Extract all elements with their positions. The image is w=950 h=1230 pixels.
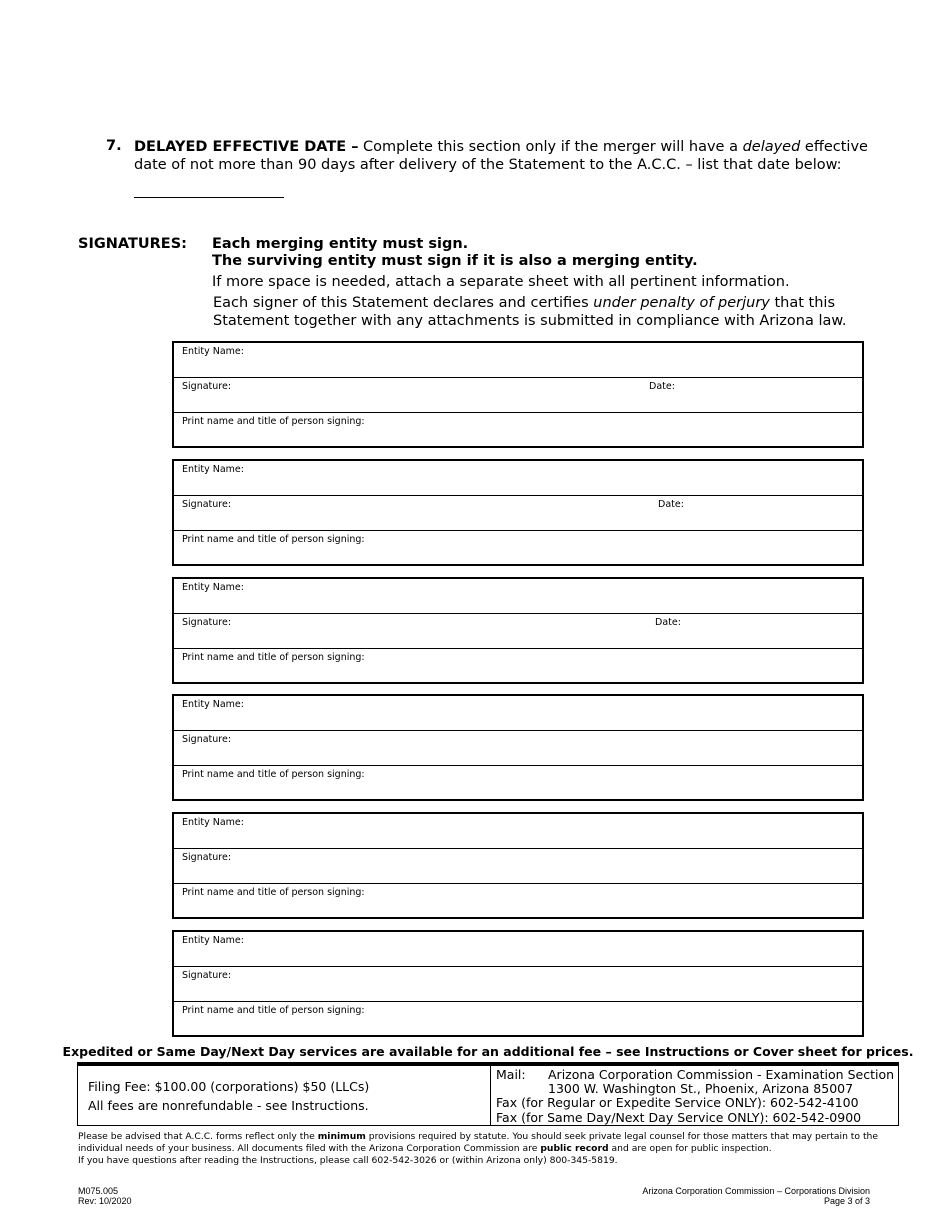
signature-field[interactable] (174, 496, 862, 531)
signature-block-1 (172, 341, 864, 448)
section-number: 7. (106, 138, 122, 154)
disclaimer-text-c: and are open for public inspection. (608, 1143, 772, 1154)
signature-field[interactable] (174, 614, 862, 649)
disclaimer-questions: If you have questions after reading the Instructions, please call 602-542-3026 or (within Arizona only) 800-345-5819. (78, 1155, 618, 1166)
signatures-instruction-1: Each merging entity must sign. (212, 236, 469, 252)
print-name-label: Print name and title of person signing: (182, 652, 365, 663)
signature-field[interactable] (174, 731, 862, 766)
nonrefundable-note: All fees are nonrefundable - see Instructions. (88, 1098, 369, 1113)
entity-name-label: Entity Name: (182, 935, 244, 946)
signatures-instruction-2: The surviving entity must sign if it is also a merging entity. (212, 253, 698, 269)
submission-info (496, 1066, 898, 1125)
expedited-note: Expedited or Same Day/Next Day services are available for an additional fee – see Instructions or Cover sheet for prices. (62, 1044, 914, 1059)
signature-label: Signature: (182, 970, 232, 981)
disclaimer-bold-minimum: minimum (317, 1131, 366, 1142)
signatures-instruction-3: If more space is needed, attach a separate sheet with all pertinent information. (212, 274, 790, 290)
section-title: DELAYED EFFECTIVE DATE – (134, 139, 359, 155)
entity-name-field[interactable] (174, 461, 862, 496)
agency-name: Arizona Corporation Commission – Corporations Division (642, 1186, 870, 1196)
print-name-field[interactable] (174, 884, 862, 919)
effective-date-field[interactable] (134, 197, 284, 198)
print-name-field[interactable] (174, 1002, 862, 1037)
signature-block-6 (172, 930, 864, 1037)
date-label: Date: (655, 617, 681, 628)
disclaimer (78, 1131, 888, 1167)
entity-name-label: Entity Name: (182, 817, 244, 828)
signature-field[interactable] (174, 378, 862, 413)
section-7-text (134, 138, 874, 174)
print-name-field[interactable] (174, 649, 862, 684)
fee-table (77, 1062, 899, 1126)
fax-same-day: Fax (for Same Day/Next Day Service ONLY): 602-542-0900 (496, 1110, 862, 1125)
mail-address-line-2: 1300 W. Washington St., Phoenix, Arizona 85007 (548, 1081, 854, 1096)
entity-name-field[interactable] (174, 579, 862, 614)
date-label: Date: (649, 381, 675, 392)
print-name-field[interactable] (174, 413, 862, 448)
signature-field[interactable] (174, 967, 862, 1002)
perjury-text-italic: under penalty of perjury (593, 295, 770, 311)
mail-label: Mail: (496, 1067, 526, 1082)
entity-name-label: Entity Name: (182, 464, 244, 475)
page-number: Page 3 of 3 (823, 1196, 870, 1206)
signature-field[interactable] (174, 849, 862, 884)
signature-label: Signature: (182, 499, 232, 510)
signature-block-2 (172, 459, 864, 566)
entity-name-label: Entity Name: (182, 582, 244, 593)
signature-block-5 (172, 812, 864, 919)
perjury-text-a: Each signer of this Statement declares and certifies (213, 295, 594, 311)
print-name-label: Print name and title of person signing: (182, 769, 365, 780)
print-name-label: Print name and title of person signing: (182, 534, 365, 545)
form-number: M075.005 (78, 1186, 119, 1196)
entity-name-field[interactable] (174, 696, 862, 731)
entity-name-label: Entity Name: (182, 699, 244, 710)
print-name-label: Print name and title of person signing: (182, 416, 365, 427)
print-name-label: Print name and title of person signing: (182, 1005, 365, 1016)
print-name-label: Print name and title of person signing: (182, 887, 365, 898)
filing-fee: Filing Fee: $100.00 (corporations) $50 (LLCs) (88, 1079, 370, 1094)
signature-block-4 (172, 694, 864, 801)
entity-name-field[interactable] (174, 343, 862, 378)
revision-date: Rev: 10/2020 (78, 1196, 132, 1206)
date-label: Date: (658, 499, 684, 510)
section-text-a: Complete this section only if the merger will have a (358, 139, 743, 155)
section-text-italic: delayed (742, 139, 801, 155)
disclaimer-text-b: provisions required by statute. You should seek private legal counsel for those matters that may pertain to the individual needs of your business. All documents filed with the Arizona Corporation Commission are (78, 1131, 879, 1154)
perjury-text-b: that this Statement together with any attachments is submitted in compliance with Arizona law. (213, 295, 847, 329)
entity-name-label: Entity Name: (182, 346, 244, 357)
print-name-field[interactable] (174, 766, 862, 801)
signature-label: Signature: (182, 734, 232, 745)
disclaimer-text-a: Please be advised that A.C.C. forms reflect only the (78, 1131, 318, 1142)
signature-label: Signature: (182, 617, 232, 628)
fax-regular: Fax (for Regular or Expedite Service ONLY): 602-542-4100 (496, 1095, 859, 1110)
mail-address-line-1: Arizona Corporation Commission - Examination Section (548, 1067, 895, 1082)
signature-label: Signature: (182, 852, 232, 863)
signatures-instruction-4 (213, 294, 913, 330)
signature-label: Signature: (182, 381, 232, 392)
disclaimer-bold-public-record: public record (540, 1143, 609, 1154)
entity-name-field[interactable] (174, 932, 862, 967)
signature-block-3 (172, 577, 864, 684)
print-name-field[interactable] (174, 531, 862, 566)
fee-info (78, 1066, 491, 1125)
signatures-label: SIGNATURES: (78, 236, 187, 252)
section-text-b: effective date of not more than 90 days after delivery of the Statement to the A.C.C. – list that date below: (134, 139, 868, 173)
entity-name-field[interactable] (174, 814, 862, 849)
